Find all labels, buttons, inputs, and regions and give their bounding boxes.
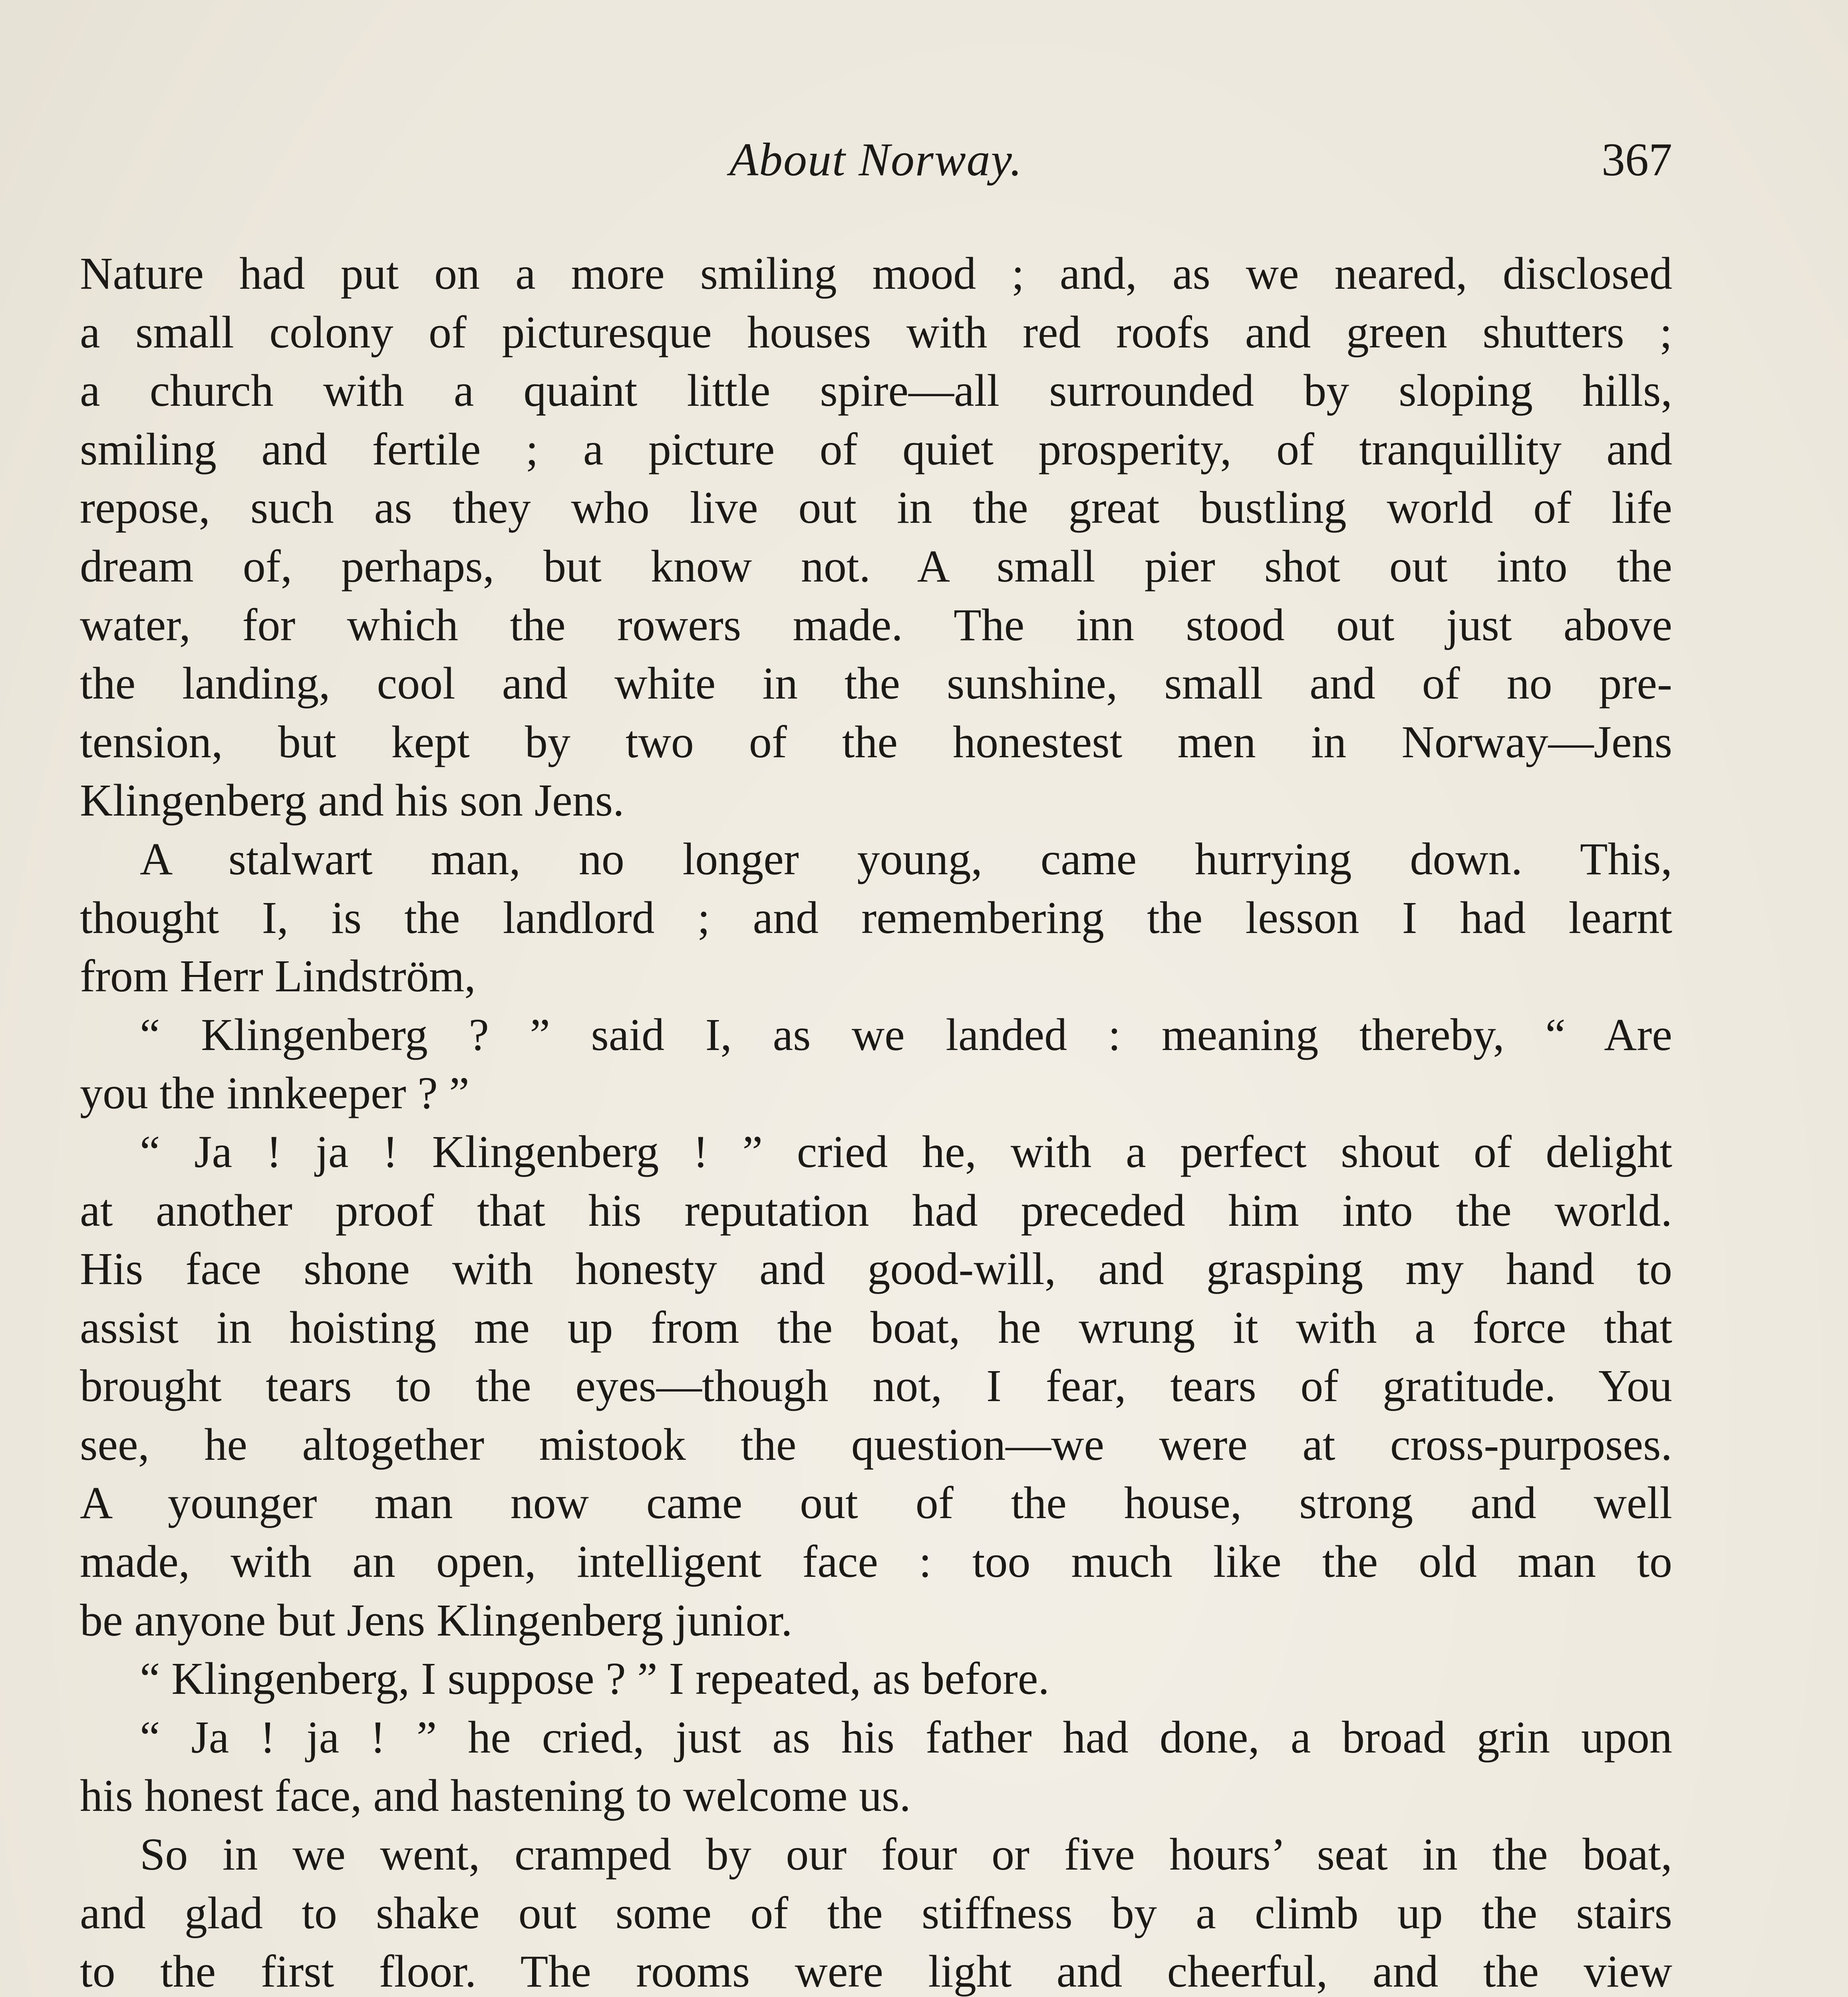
text-line: water, for which the rowers made. The inn stood out just above xyxy=(80,599,1672,650)
text-line: thought I, is the landlord ; and remembering the lesson I had learnt xyxy=(80,892,1672,943)
text-line: to the first floor. The rooms were light and cheerful, and the view xyxy=(80,1946,1672,1997)
text-line: assist in hoisting me up from the boat, he wrung it with a force that xyxy=(80,1302,1672,1353)
text-line: from Herr Lindström, xyxy=(80,951,476,1002)
running-head xyxy=(80,128,1672,192)
text-line: “ Klingenberg, I suppose ? ” I repeated, as before. xyxy=(140,1653,1049,1704)
text-line: you the innkeeper ? ” xyxy=(80,1068,469,1119)
text-line: repose, such as they who live out in the great bustling world of life xyxy=(80,482,1672,533)
text-line: “ Ja ! ja ! Klingenberg ! ” cried he, with a perfect shout of delight xyxy=(140,1126,1672,1177)
text-line: tension, but kept by two of the honestest men in Norway—Jens xyxy=(80,716,1672,767)
text-line: Klingenberg and his son Jens. xyxy=(80,775,624,826)
text-line: brought tears to the eyes—though not, I fear, tears of gratitude. You xyxy=(80,1360,1672,1411)
text-line: “ Ja ! ja ! ” he cried, just as his father had done, a broad grin upon xyxy=(140,1711,1672,1763)
text-line: a church with a quaint little spire—all surrounded by sloping hills, xyxy=(80,365,1672,416)
text-line: his honest face, and hastening to welcome us. xyxy=(80,1770,911,1821)
text-line: see, he altogether mistook the question—we were at cross-purposes. xyxy=(80,1419,1672,1470)
text-line: A younger man now came out of the house, strong and well xyxy=(80,1477,1672,1529)
text-line: Nature had put on a more smiling mood ; and, as we neared, disclosed xyxy=(80,248,1672,299)
text-line: So in we went, cramped by our four or five hours’ seat in the boat, xyxy=(140,1829,1672,1880)
body-text xyxy=(80,244,1672,1997)
text-line: dream of, perhaps, but know not. A small pier shot out into the xyxy=(80,540,1672,592)
text-line: the landing, cool and white in the sunshine, small and of no pre- xyxy=(80,658,1672,709)
text-line: be anyone but Jens Klingenberg junior. xyxy=(80,1594,793,1646)
text-line: His face shone with honesty and good-will, and grasping my hand to xyxy=(80,1243,1672,1294)
text-line: smiling and fertile ; a picture of quiet prosperity, of tranquillity and xyxy=(80,423,1672,474)
text-line: a small colony of picturesque houses with red roofs and green shutters ; xyxy=(80,306,1672,357)
text-line: at another proof that his reputation had preceded him into the world. xyxy=(80,1185,1672,1236)
running-title: About Norway. xyxy=(729,133,1023,186)
text-line: made, with an open, intelligent face : too much like the old man to xyxy=(80,1536,1672,1587)
text-line: “ Klingenberg ? ” said I, as we landed : meaning thereby, “ Are xyxy=(140,1009,1672,1060)
page-number: 367 xyxy=(1602,133,1672,186)
text-line: and glad to shake out some of the stiffness by a climb up the stairs xyxy=(80,1887,1672,1938)
text-line: A stalwart man, no longer young, came hurrying down. This, xyxy=(140,833,1672,884)
